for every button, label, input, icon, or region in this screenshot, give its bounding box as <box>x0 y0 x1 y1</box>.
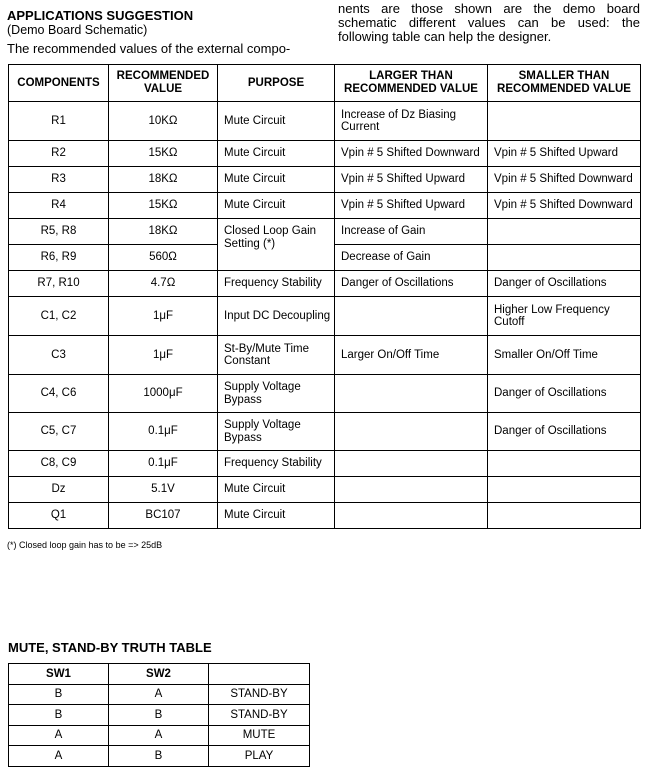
cell-smaller: Smaller On/Off Time <box>488 336 641 375</box>
col-header-recommended-value: RECOMMENDED VALUE <box>109 65 218 102</box>
cell-value: 1000μF <box>109 375 218 413</box>
cell-purpose: Mute Circuit <box>218 141 335 167</box>
cell-value: 5.1V <box>109 477 218 503</box>
cell-purpose: Input DC Decoupling <box>218 297 335 336</box>
cell-value: 0.1μF <box>109 451 218 477</box>
truth-table <box>8 663 310 767</box>
col-header-components: COMPONENTS <box>9 65 109 102</box>
col-header-sw1: SW1 <box>9 664 109 685</box>
footnote: (*) Closed loop gain has to be => 25dB <box>7 540 163 550</box>
header-left <box>7 8 327 56</box>
cell-value: 15KΩ <box>109 141 218 167</box>
cell-larger: Increase of Gain <box>335 219 488 245</box>
cell-larger: Vpin # 5 Shifted Upward <box>335 167 488 193</box>
truth-row <box>9 705 310 726</box>
table-header-row <box>9 65 641 102</box>
cell-purpose: Supply Voltage Bypass <box>218 413 335 451</box>
cell-value: 18KΩ <box>109 219 218 245</box>
cell-purpose: Frequency Stability <box>218 271 335 297</box>
cell-component: R3 <box>9 167 109 193</box>
cell-purpose: Mute Circuit <box>218 167 335 193</box>
table-row <box>9 336 641 375</box>
cell-state: STAND-BY <box>209 705 310 726</box>
cell-purpose: Mute Circuit <box>218 102 335 141</box>
cell-value: 1μF <box>109 297 218 336</box>
cell-component: R4 <box>9 193 109 219</box>
cell-component: Q1 <box>9 503 109 529</box>
col-header-smaller: SMALLER THAN RECOMMENDED VALUE <box>488 65 641 102</box>
cell-value: 4.7Ω <box>109 271 218 297</box>
cell-larger <box>335 477 488 503</box>
cell-state: MUTE <box>209 725 310 746</box>
cell-purpose: Supply Voltage Bypass <box>218 375 335 413</box>
cell-value: 560Ω <box>109 245 218 271</box>
table-row <box>9 503 641 529</box>
cell-larger: Increase of Dz Biasing Current <box>335 102 488 141</box>
cell-smaller <box>488 477 641 503</box>
cell-smaller <box>488 245 641 271</box>
cell-value: BC107 <box>109 503 218 529</box>
cell-smaller <box>488 503 641 529</box>
table-row <box>9 141 641 167</box>
cell-sw1: A <box>9 746 109 767</box>
cell-component: R6, R9 <box>9 245 109 271</box>
table-row <box>9 451 641 477</box>
cell-sw2: B <box>109 746 209 767</box>
col-header-larger: LARGER THAN RECOMMENDED VALUE <box>335 65 488 102</box>
cell-smaller <box>488 219 641 245</box>
cell-component: R5, R8 <box>9 219 109 245</box>
cell-component: C1, C2 <box>9 297 109 336</box>
cell-smaller: Danger of Oscillations <box>488 413 641 451</box>
cell-sw1: A <box>9 725 109 746</box>
cell-smaller <box>488 451 641 477</box>
cell-smaller: Vpin # 5 Shifted Downward <box>488 167 641 193</box>
cell-larger <box>335 451 488 477</box>
cell-purpose: Mute Circuit <box>218 503 335 529</box>
table-row <box>9 271 641 297</box>
cell-purpose: St-By/Mute Time Constant <box>218 336 335 375</box>
cell-larger: Decrease of Gain <box>335 245 488 271</box>
cell-smaller: Higher Low Frequency Cutoff <box>488 297 641 336</box>
cell-component: R2 <box>9 141 109 167</box>
cell-purpose: Closed Loop Gain Setting (*) <box>218 219 335 271</box>
cell-component: R1 <box>9 102 109 141</box>
intro-text-right: nents are those shown are the demo board schematic different values can be used: the following table can help the designer. <box>338 1 640 44</box>
cell-smaller: Danger of Oscillations <box>488 271 641 297</box>
cell-state: PLAY <box>209 746 310 767</box>
cell-component: Dz <box>9 477 109 503</box>
cell-purpose: Mute Circuit <box>218 193 335 219</box>
col-header-purpose: PURPOSE <box>218 65 335 102</box>
truth-row <box>9 725 310 746</box>
intro-text-left: The recommended values of the external compo- <box>7 41 291 56</box>
applications-table <box>8 64 641 529</box>
cell-smaller: Danger of Oscillations <box>488 375 641 413</box>
cell-sw1: B <box>9 705 109 726</box>
cell-larger: Vpin # 5 Shifted Upward <box>335 193 488 219</box>
cell-state: STAND-BY <box>209 684 310 705</box>
cell-sw2: B <box>109 705 209 726</box>
cell-value: 1μF <box>109 336 218 375</box>
cell-larger: Vpin # 5 Shifted Downward <box>335 141 488 167</box>
cell-sw1: B <box>9 684 109 705</box>
cell-sw2: A <box>109 684 209 705</box>
table-row <box>9 167 641 193</box>
cell-smaller <box>488 102 641 141</box>
col-header-state <box>209 664 310 685</box>
cell-larger: Danger of Oscillations <box>335 271 488 297</box>
page-title: APPLICATIONS SUGGESTION <box>7 8 194 23</box>
page-subtitle: (Demo Board Schematic) <box>7 23 148 37</box>
cell-larger <box>335 413 488 451</box>
cell-larger: Larger On/Off Time <box>335 336 488 375</box>
table-row <box>9 297 641 336</box>
cell-smaller: Vpin # 5 Shifted Downward <box>488 193 641 219</box>
table-row <box>9 219 641 245</box>
cell-purpose: Mute Circuit <box>218 477 335 503</box>
cell-smaller: Vpin # 5 Shifted Upward <box>488 141 641 167</box>
cell-larger <box>335 375 488 413</box>
table-row <box>9 477 641 503</box>
cell-component: C8, C9 <box>9 451 109 477</box>
cell-component: C3 <box>9 336 109 375</box>
cell-purpose: Frequency Stability <box>218 451 335 477</box>
col-header-sw2: SW2 <box>109 664 209 685</box>
cell-value: 18KΩ <box>109 167 218 193</box>
cell-value: 10KΩ <box>109 102 218 141</box>
cell-sw2: A <box>109 725 209 746</box>
cell-component: C4, C6 <box>9 375 109 413</box>
table-row <box>9 102 641 141</box>
cell-component: C5, C7 <box>9 413 109 451</box>
table-row <box>9 413 641 451</box>
truth-header-row <box>9 664 310 685</box>
table-row <box>9 375 641 413</box>
table-row <box>9 193 641 219</box>
truth-row <box>9 684 310 705</box>
truth-row <box>9 746 310 767</box>
cell-value: 15KΩ <box>109 193 218 219</box>
cell-component: R7, R10 <box>9 271 109 297</box>
cell-value: 0.1μF <box>109 413 218 451</box>
cell-larger <box>335 503 488 529</box>
cell-larger <box>335 297 488 336</box>
truth-table-title: MUTE, STAND-BY TRUTH TABLE <box>8 640 212 655</box>
